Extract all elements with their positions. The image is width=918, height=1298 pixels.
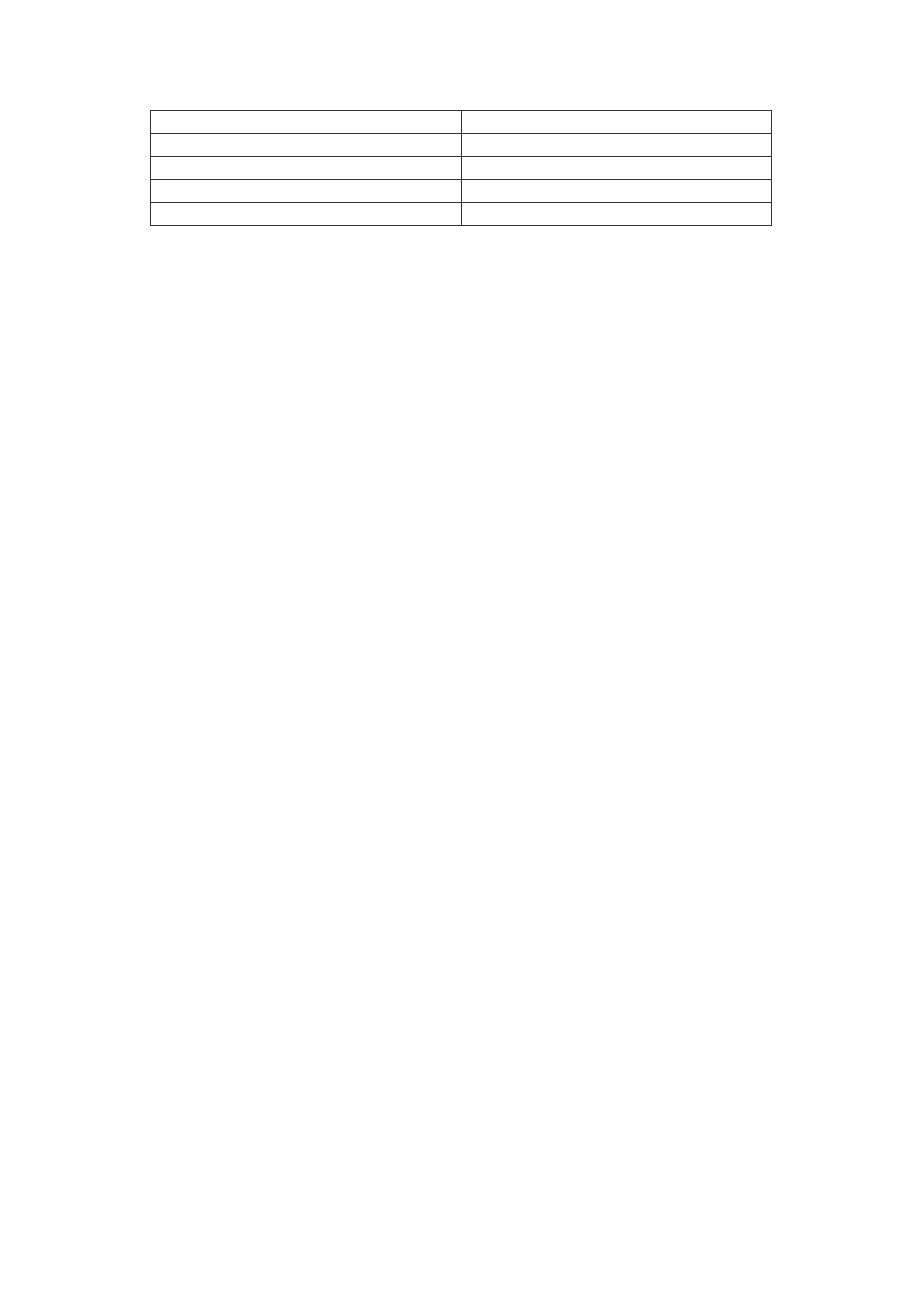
table-cell (151, 157, 462, 180)
table-row (151, 180, 772, 203)
table-cell (461, 203, 772, 226)
table-cell (151, 134, 462, 157)
table-cell (461, 157, 772, 180)
table-header-row (151, 111, 772, 134)
table-cell (151, 180, 462, 203)
table-header-cell (461, 111, 772, 134)
table-header-cell (151, 111, 462, 134)
table-row (151, 157, 772, 180)
table-row (151, 203, 772, 226)
document-body (150, 110, 775, 260)
retroactivity-table (150, 110, 772, 226)
table-cell (461, 134, 772, 157)
table-row (151, 134, 772, 157)
table-cell (461, 180, 772, 203)
table-cell (151, 203, 462, 226)
